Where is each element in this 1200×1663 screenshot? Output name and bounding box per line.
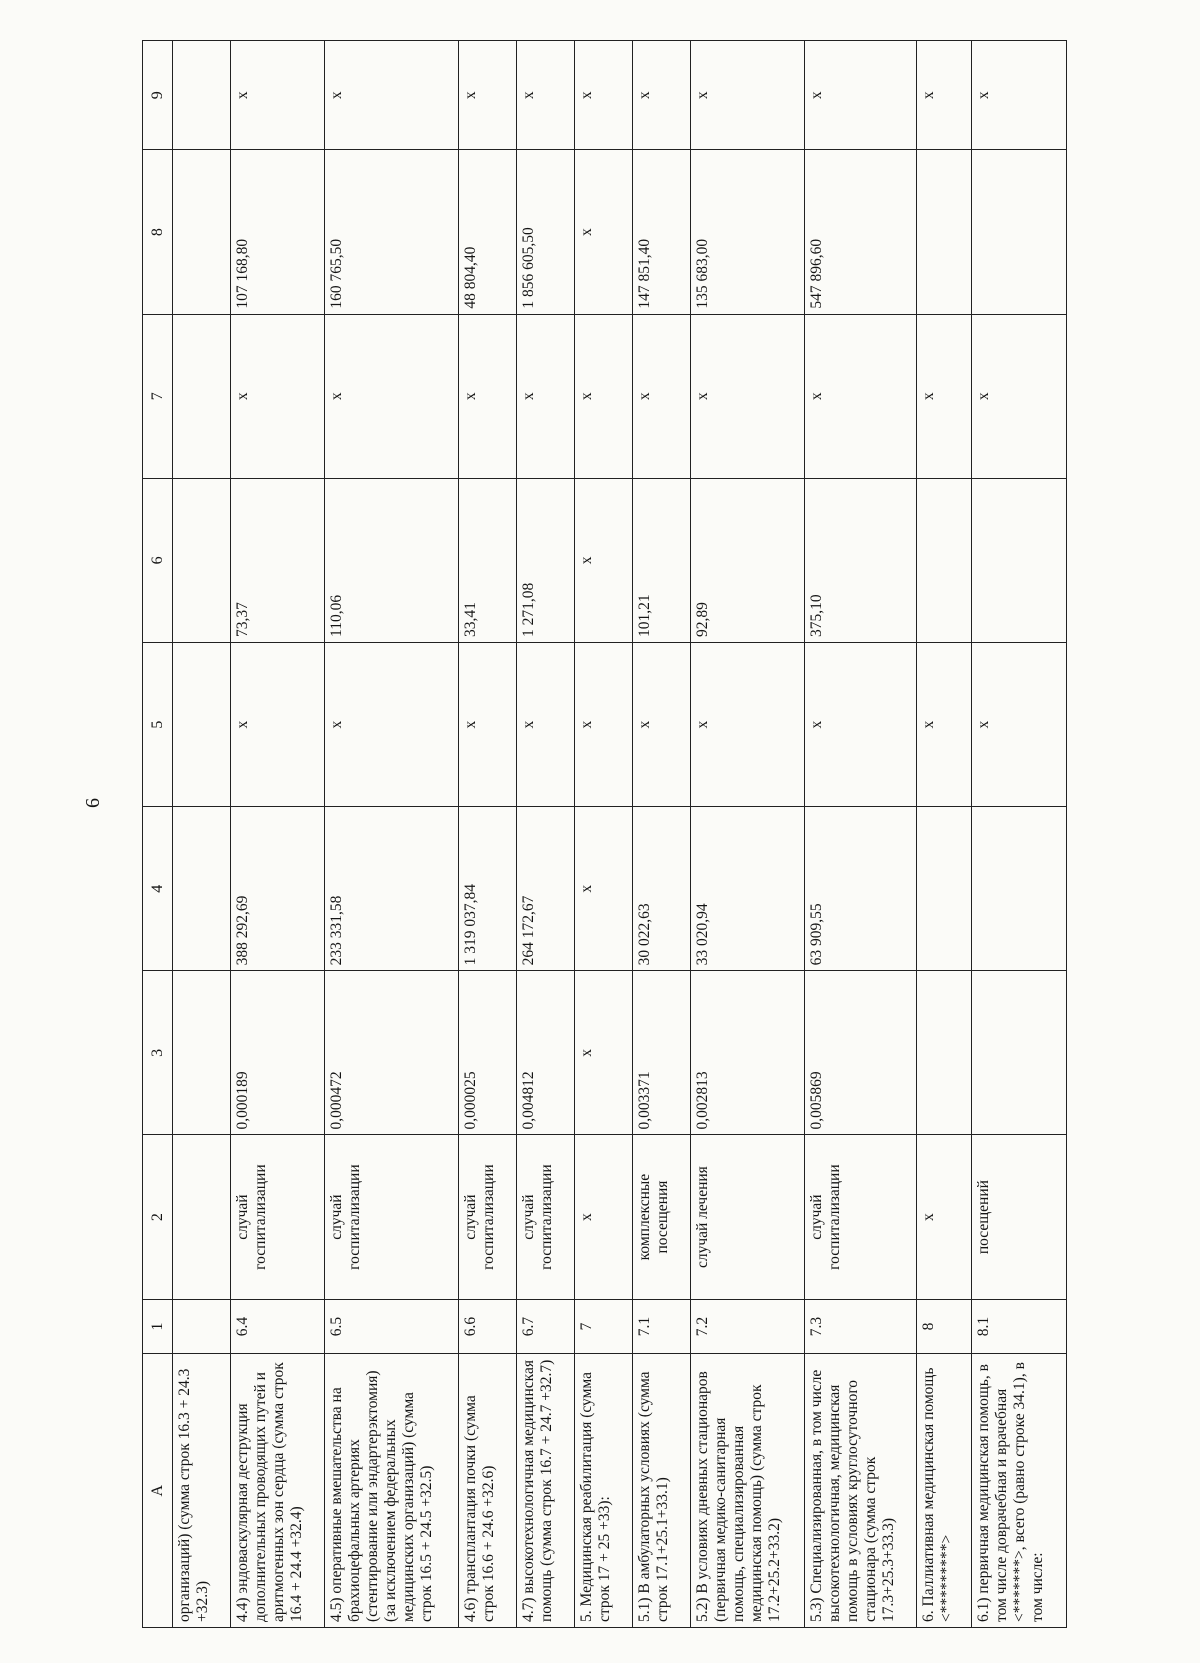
value-cell: 110,06 (325, 478, 459, 642)
value-cell (173, 642, 231, 806)
value-cell (917, 150, 972, 314)
row-label: 4.6) трансплантация почки (сумма строк 16.6 + 24.6 +32.6) (459, 1354, 517, 1628)
unit-cell: случай госпитализации (231, 1135, 325, 1299)
unit-cell: х (575, 1135, 633, 1299)
value-cell: 73,37 (231, 478, 325, 642)
table-row (231, 41, 325, 1628)
value-cell: х (517, 642, 575, 806)
value-cell: х (231, 642, 325, 806)
value-cell: х (459, 41, 517, 150)
value-cell: х (805, 642, 917, 806)
table-row (575, 41, 633, 1628)
row-label: 4.4) эндоваскулярная деструкция дополнительных проводящих путей и аритмогенных зон сердца (сумма строк 16.4 + 24.4 +32.4) (231, 1354, 325, 1628)
value-cell: 0,000189 (231, 971, 325, 1135)
value-cell: 160 765,50 (325, 150, 459, 314)
value-cell: х (691, 41, 805, 150)
value-cell: 135 683,00 (691, 150, 805, 314)
column-header: 2 (143, 1135, 173, 1299)
table-row (633, 41, 691, 1628)
unit-cell (173, 1135, 231, 1299)
value-cell: 0,000025 (459, 971, 517, 1135)
column-header: 5 (143, 642, 173, 806)
row-code: 7.2 (691, 1299, 805, 1354)
row-label: 6.1) первичная медицинская помощь, в том числе доврачебная и врачебная <*******>, всего (равно строке 34.1), в том числе: (972, 1354, 1067, 1628)
value-cell: 0,000472 (325, 971, 459, 1135)
value-cell: х (325, 642, 459, 806)
value-cell (173, 41, 231, 150)
value-cell: х (231, 41, 325, 150)
data-table (142, 40, 1067, 1628)
row-code: 7.3 (805, 1299, 917, 1354)
value-cell (972, 807, 1067, 971)
value-cell: х (575, 314, 633, 478)
value-cell: 0,004812 (517, 971, 575, 1135)
value-cell (173, 971, 231, 1135)
unit-cell: случай лечения (691, 1135, 805, 1299)
value-cell: х (691, 642, 805, 806)
value-cell: 30 022,63 (633, 807, 691, 971)
value-cell (917, 971, 972, 1135)
row-code (173, 1299, 231, 1354)
rotated-table-wrapper (142, 40, 1046, 1628)
row-label: 4.7) высокотехнологичная медицинская помощь (сумма строк 16.7 + 24.7 +32.7) (517, 1354, 575, 1628)
value-cell: х (231, 314, 325, 478)
row-label: 5.1) В амбулаторных условиях (сумма строк 17.1+25.1+33.1) (633, 1354, 691, 1628)
value-cell: х (633, 314, 691, 478)
row-label: 5.2) В условиях дневных стационаров (первичная медико-санитарная помощь, специализированная медицинская помощь) (сумма строк 17.2+25.2+33.2) (691, 1354, 805, 1628)
table-row (325, 41, 459, 1628)
table-row (691, 41, 805, 1628)
value-cell (917, 807, 972, 971)
value-cell: х (575, 971, 633, 1135)
value-cell: 0,003371 (633, 971, 691, 1135)
page-number: 6 (82, 798, 104, 808)
value-cell: х (917, 314, 972, 478)
value-cell: 375,10 (805, 478, 917, 642)
column-header: 8 (143, 150, 173, 314)
column-header: 9 (143, 41, 173, 150)
column-header: 7 (143, 314, 173, 478)
table-row (517, 41, 575, 1628)
value-cell: х (575, 478, 633, 642)
column-header: 4 (143, 807, 173, 971)
header-row (143, 41, 173, 1628)
value-cell: х (972, 41, 1067, 150)
value-cell: х (917, 41, 972, 150)
value-cell (972, 971, 1067, 1135)
value-cell: х (972, 642, 1067, 806)
value-cell: х (972, 314, 1067, 478)
unit-cell: случай госпитализации (325, 1135, 459, 1299)
value-cell: 264 172,67 (517, 807, 575, 971)
unit-cell: случай госпитализации (805, 1135, 917, 1299)
value-cell: х (917, 642, 972, 806)
value-cell (173, 150, 231, 314)
table-row (972, 41, 1067, 1628)
unit-cell: х (917, 1135, 972, 1299)
row-code: 6.6 (459, 1299, 517, 1354)
column-header: 6 (143, 478, 173, 642)
table-row (805, 41, 917, 1628)
value-cell: 1 856 605,50 (517, 150, 575, 314)
row-code: 6.7 (517, 1299, 575, 1354)
row-label: 5. Медицинская реабилитация (сумма строк 17 + 25 +33): (575, 1354, 633, 1628)
column-header: 1 (143, 1299, 173, 1354)
row-code: 6.4 (231, 1299, 325, 1354)
value-cell: х (691, 314, 805, 478)
value-cell: 0,002813 (691, 971, 805, 1135)
row-label: 5.3) Специализированная, в том числе высокотехнологичная, медицинская помощь в условиях круглосуточного стационара (сумма строк 17.3+25.3+33.3) (805, 1354, 917, 1628)
row-code: 7.1 (633, 1299, 691, 1354)
value-cell: х (575, 150, 633, 314)
row-code: 8 (917, 1299, 972, 1354)
value-cell: х (325, 41, 459, 150)
row-label: 4.5) оперативные вмешательства на брахиоцефальных артериях (стентирование или эндартерэктомия) (за исключением федеральных медицинских организаций) (сумма строк 16.5 + 24.5 +32.5) (325, 1354, 459, 1628)
value-cell (972, 478, 1067, 642)
unit-cell: случай госпитализации (517, 1135, 575, 1299)
value-cell: 0,005869 (805, 971, 917, 1135)
value-cell: 48 804,40 (459, 150, 517, 314)
value-cell: х (805, 314, 917, 478)
value-cell: х (459, 642, 517, 806)
value-cell: 33 020,94 (691, 807, 805, 971)
value-cell (972, 150, 1067, 314)
value-cell: х (459, 314, 517, 478)
value-cell: 1 319 037,84 (459, 807, 517, 971)
value-cell (917, 478, 972, 642)
value-cell: х (517, 314, 575, 478)
column-header: 3 (143, 971, 173, 1135)
row-label: 6. Паллиативная медицинская помощь <*********> (917, 1354, 972, 1628)
table-row (459, 41, 517, 1628)
value-cell: 233 331,58 (325, 807, 459, 971)
value-cell: 63 909,55 (805, 807, 917, 971)
value-cell: х (633, 642, 691, 806)
unit-cell: комплексные посещения (633, 1135, 691, 1299)
unit-cell: посещений (972, 1135, 1067, 1299)
value-cell: х (805, 41, 917, 150)
value-cell: 147 851,40 (633, 150, 691, 314)
table-row (917, 41, 972, 1628)
row-code: 7 (575, 1299, 633, 1354)
value-cell (173, 478, 231, 642)
row-code: 6.5 (325, 1299, 459, 1354)
value-cell: 101,21 (633, 478, 691, 642)
value-cell: 107 168,80 (231, 150, 325, 314)
value-cell: 388 292,69 (231, 807, 325, 971)
value-cell (173, 314, 231, 478)
value-cell: 92,89 (691, 478, 805, 642)
value-cell: х (633, 41, 691, 150)
value-cell: 1 271,08 (517, 478, 575, 642)
value-cell: х (517, 41, 575, 150)
value-cell: 33,41 (459, 478, 517, 642)
column-header: A (143, 1354, 173, 1628)
value-cell: 547 896,60 (805, 150, 917, 314)
row-code: 8.1 (972, 1299, 1067, 1354)
value-cell: х (325, 314, 459, 478)
row-label: организаций) (сумма строк 16.3 + 24.3 +32.3) (173, 1354, 231, 1628)
value-cell (173, 807, 231, 971)
value-cell: х (575, 807, 633, 971)
value-cell: х (575, 642, 633, 806)
value-cell: х (575, 41, 633, 150)
unit-cell: случай госпитализации (459, 1135, 517, 1299)
table-row (173, 41, 231, 1628)
